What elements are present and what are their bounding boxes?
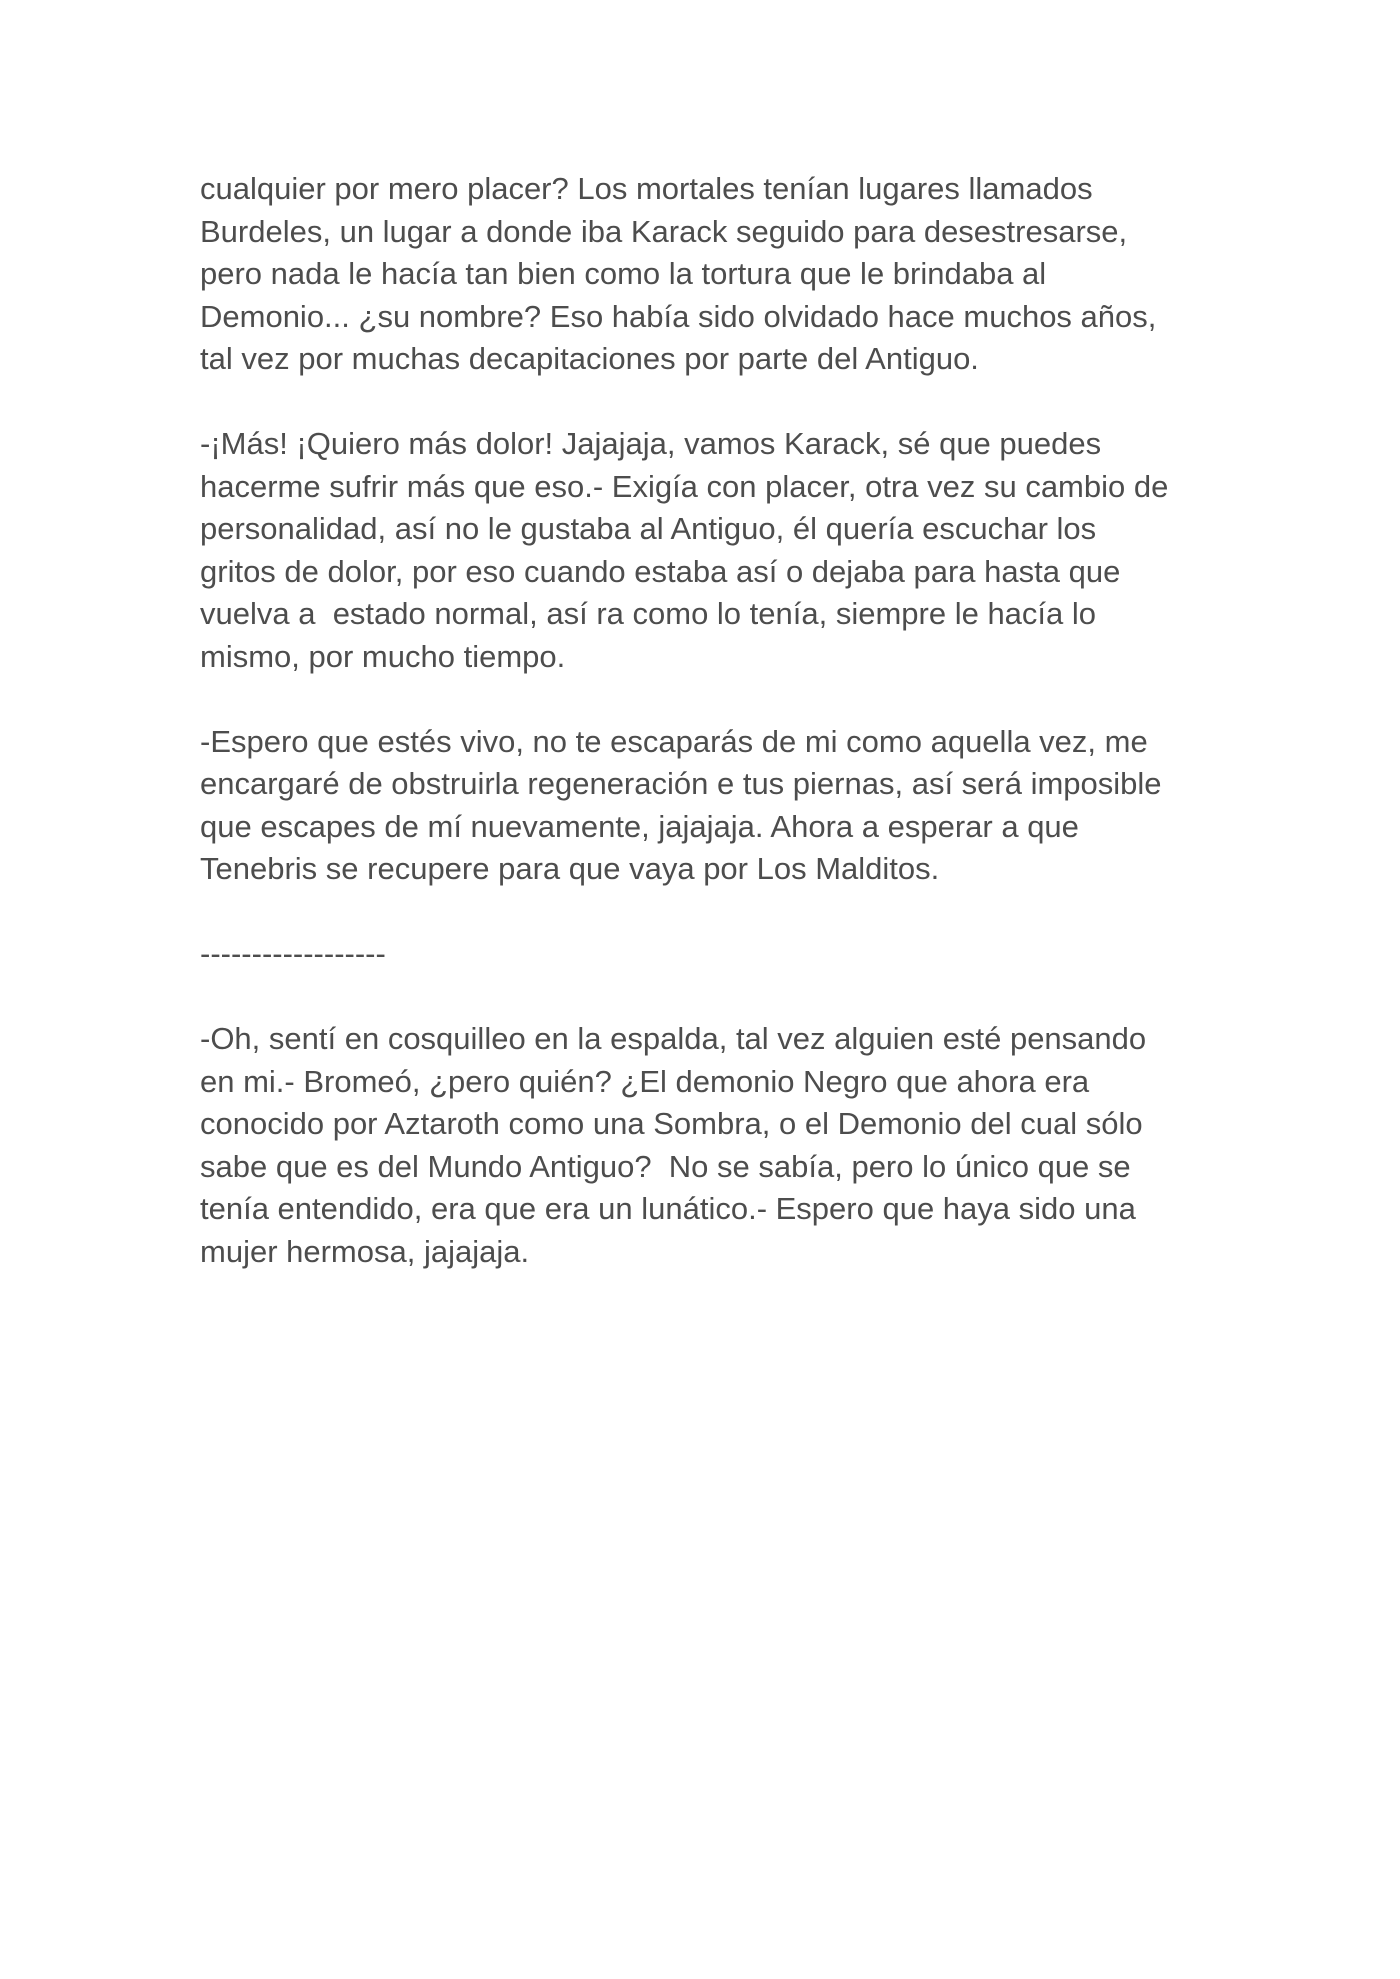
- text-line: que escapes de mí nuevamente, jajajaja. Ahora a esperar a que: [200, 808, 1079, 844]
- text-line: encargaré de obstruirla regeneración e tus piernas, así será imposible: [200, 766, 1162, 801]
- separator-line: ------------------: [200, 936, 386, 971]
- text-line: hacerme sufrir más que eso.- Exigía con placer, otra vez su cambio de: [200, 468, 1169, 504]
- text-line: mismo, por mucho tiempo.: [200, 638, 566, 674]
- section-separator: [200, 933, 1210, 976]
- paragraph-2: [200, 423, 1210, 678]
- paragraph-1: [200, 168, 1210, 381]
- text-line: cualquier por mero placer? Los mortales tenían lugares llamados: [200, 171, 1093, 206]
- text-line: Tenebris se recupere para que vaya por Los Malditos.: [200, 851, 940, 886]
- text-line: -¡Más! ¡Quiero más dolor! Jajajaja, vamos Karack, sé que puedes: [200, 426, 1102, 461]
- text-line: -Espero que estés vivo, no te escaparás de mi como aquella vez, me: [200, 723, 1148, 759]
- text-line: pero nada le hacía tan bien como la tortura que le brindaba al: [200, 256, 1047, 291]
- text-line: conocido por Aztaroth como una Sombra, o el Demonio del cual sólo: [200, 1106, 1143, 1141]
- text-line: mujer hermosa, jajajaja.: [200, 1233, 530, 1269]
- text-line: tal vez por muchas decapitaciones por parte del Antiguo.: [200, 341, 979, 376]
- paragraph-3: [200, 721, 1210, 891]
- text-line: -Oh, sentí en cosquilleo en la espalda, tal vez alguien esté pensando: [200, 1021, 1147, 1056]
- document-body: [200, 168, 1210, 1316]
- text-line: en mi.- Bromeó, ¿pero quién? ¿El demonio Negro que ahora era: [200, 1063, 1090, 1099]
- text-line: vuelva a estado normal, así ra como lo tenía, siempre le hacía lo: [200, 596, 1097, 631]
- paragraph-4: [200, 1018, 1210, 1273]
- text-line: gritos de dolor, por eso cuando estaba así o dejaba para hasta que: [200, 553, 1121, 589]
- text-line: Demonio... ¿su nombre? Eso había sido olvidado hace muchos años,: [200, 298, 1157, 334]
- text-line: Burdeles, un lugar a donde iba Karack seguido para desestresarse,: [200, 213, 1128, 249]
- text-line: sabe que es del Mundo Antiguo? No se sabía, pero lo único que se: [200, 1148, 1131, 1184]
- text-line: tenía entendido, era que era un lunático.- Espero que haya sido una: [200, 1191, 1136, 1226]
- text-line: personalidad, así no le gustaba al Antiguo, él quería escuchar los: [200, 511, 1097, 546]
